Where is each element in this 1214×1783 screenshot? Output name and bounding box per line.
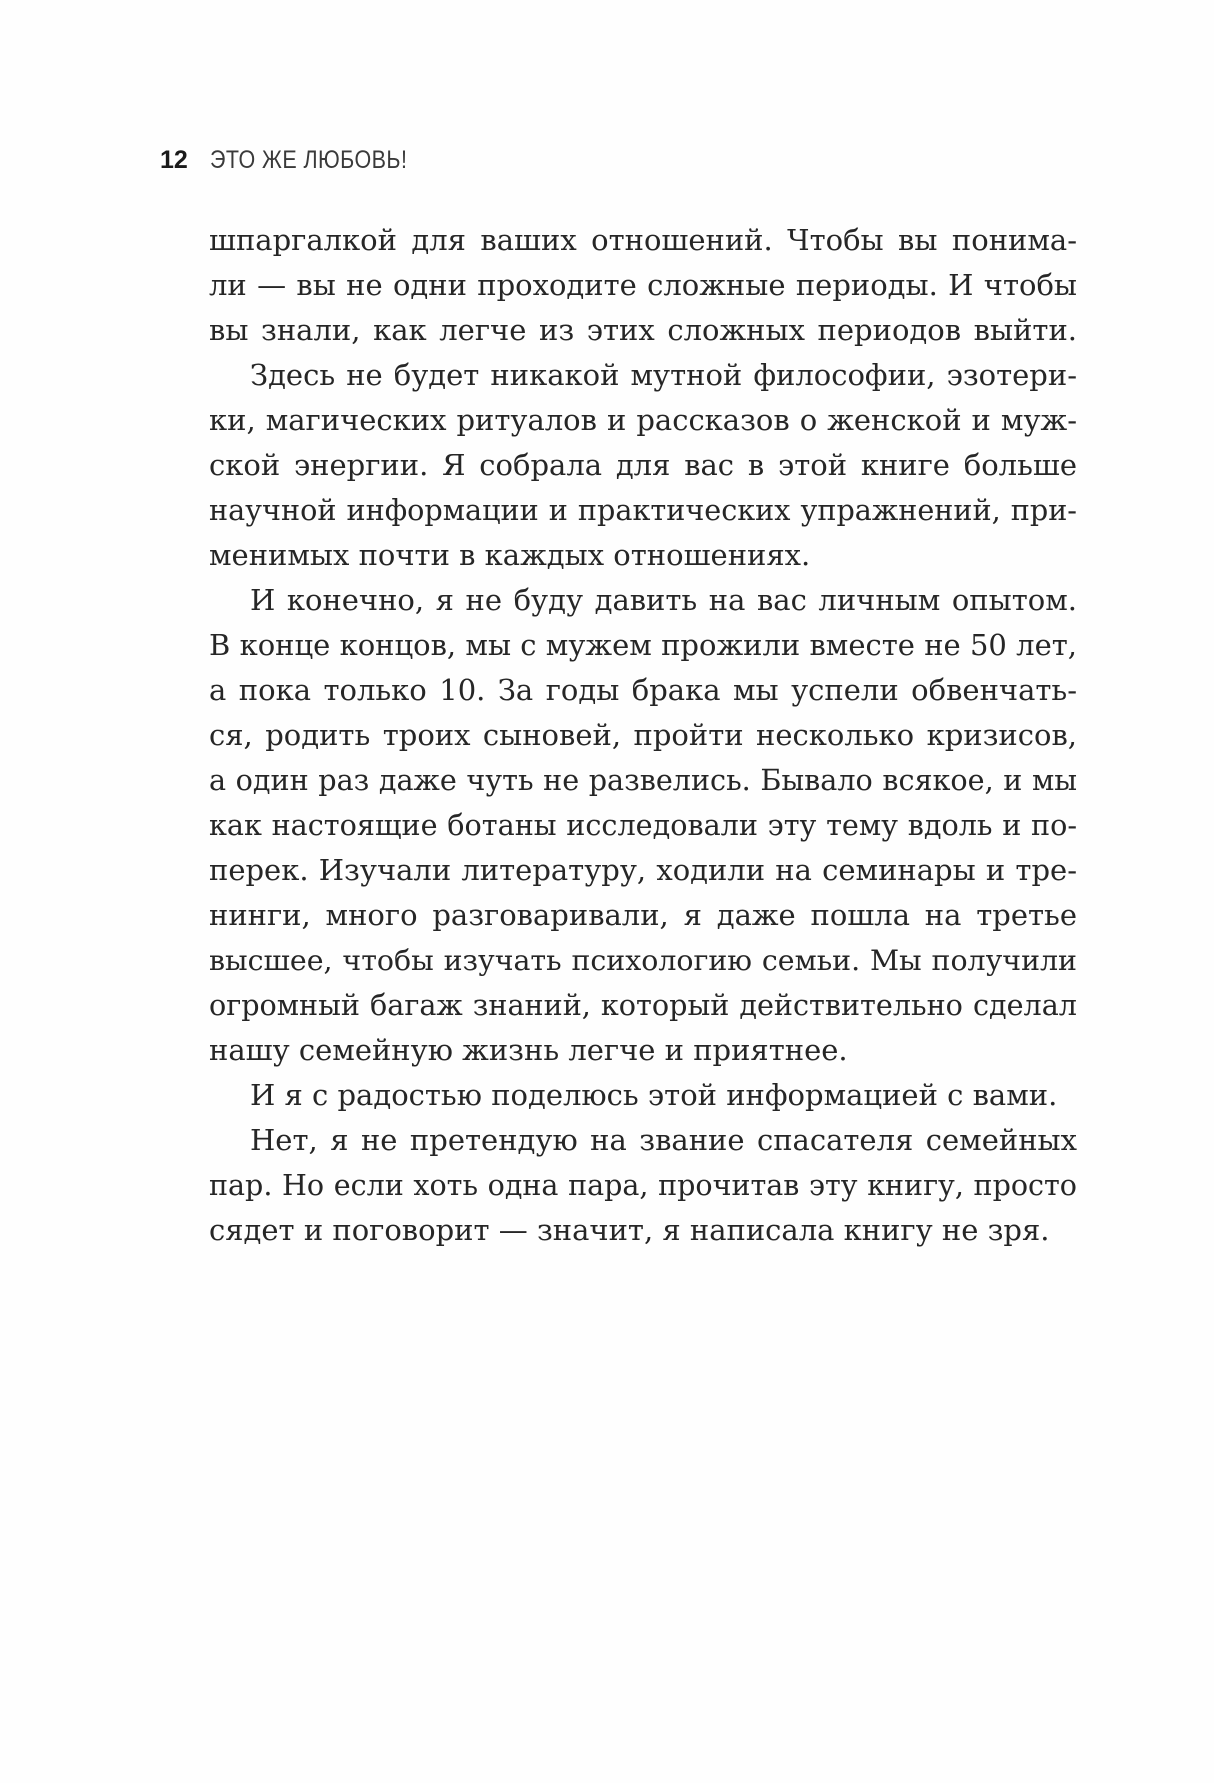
text-line: ки, магических ритуалов и рассказов о женской и муж- — [209, 403, 1077, 437]
text-line: И конечно, я не буду давить на вас личным опытом. — [250, 583, 1077, 617]
running-header — [160, 146, 439, 178]
body-text — [209, 218, 1077, 1253]
text-line: а пока только 10. За годы брака мы успели обвенчать- — [209, 673, 1077, 707]
text-line: ли — вы не одни проходите сложные периоды. И чтобы — [209, 268, 1077, 302]
text-line: нинги, много разговаривали, я даже пошла на третье — [209, 898, 1077, 932]
text-line: а один раз даже чуть не развелись. Бывало всякое, и мы — [209, 763, 1077, 797]
text-line: как настоящие ботаны исследовали эту тему вдоль и по- — [209, 808, 1077, 842]
page-number: 12 — [160, 146, 188, 174]
text-line: В конце концов, мы с мужем прожили вместе не 50 лет, — [209, 628, 1077, 662]
text-line: шпаргалкой для ваших отношений. Чтобы вы понима- — [209, 223, 1077, 257]
text-line: И я с радостью поделюсь этой информацией с вами. — [250, 1078, 1058, 1112]
text-line: нашу семейную жизнь легче и приятнее. — [209, 1033, 848, 1067]
text-line: менимых почти в каждых отношениях. — [209, 538, 811, 572]
text-line: пар. Но если хоть одна пара, прочитав эту книгу, просто — [209, 1168, 1077, 1202]
text-line: Здесь не будет никакой мутной философии, эзотери- — [250, 358, 1077, 392]
text-line: научной информации и практических упражнений, при- — [209, 493, 1077, 527]
text-line: Нет, я не претендую на звание спасателя семейных — [250, 1123, 1077, 1157]
text-line: сядет и поговорит — значит, я написала книгу не зря. — [209, 1213, 1050, 1247]
text-line: ся, родить троих сыновей, пройти несколько кризисов, — [209, 718, 1077, 752]
text-line: перек. Изучали литературу, ходили на семинары и тре- — [209, 853, 1077, 887]
text-line: вы знали, как легче из этих сложных периодов выйти. — [209, 313, 1077, 347]
text-line: огромный багаж знаний, который действительно сделал — [209, 988, 1077, 1022]
text-line: ской энергии. Я собрала для вас в этой книге больше — [209, 448, 1077, 482]
text-line: высшее, чтобы изучать психологию семьи. Мы получили — [209, 944, 1077, 977]
book-title: ЭТО ЖЕ ЛЮБОВЬ! — [209, 146, 408, 174]
